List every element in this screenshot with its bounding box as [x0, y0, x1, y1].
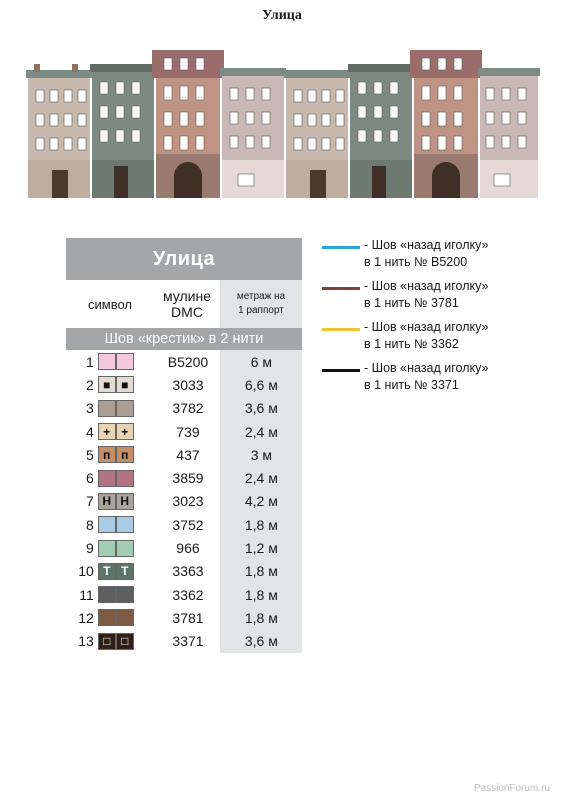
page-title: Улица [262, 8, 302, 23]
row-number: 3 [85, 400, 94, 417]
backstitch-legend [322, 238, 552, 402]
length-value: 2,4 м [244, 423, 278, 440]
table-row [66, 350, 302, 373]
color-swatch [96, 353, 156, 370]
row-number: 8 [85, 516, 94, 533]
backstitch-thread: в 1 нить № 3371 [364, 378, 459, 392]
row-number: 4 [85, 423, 94, 440]
color-swatch [96, 609, 156, 626]
dmc-code: B5200 [167, 353, 209, 370]
color-swatch: п п [96, 446, 156, 463]
row-number: 1 [85, 353, 94, 370]
row-number: 13 [78, 633, 94, 650]
dmc-code: 966 [176, 540, 200, 557]
backstitch-thread: в 1 нить № 3781 [364, 296, 459, 310]
table-row [66, 606, 302, 629]
table-header [66, 280, 302, 328]
length-value: 1,2 м [244, 540, 278, 557]
header-symbol: символ [88, 296, 132, 312]
row-number: 5 [85, 446, 94, 463]
header-floss: мулине DMC [163, 288, 211, 320]
backstitch-item [322, 361, 552, 402]
dmc-code: 437 [176, 446, 200, 463]
watermark: PassionForum.ru [473, 783, 550, 794]
backstitch-item [322, 279, 552, 320]
table-row [66, 466, 302, 489]
street-pattern-image [24, 42, 540, 198]
thread-color-line [322, 246, 360, 249]
color-swatch: Т Т [96, 563, 156, 580]
backstitch-label: - Шов «назад иголку» [364, 238, 489, 252]
row-number: 2 [85, 376, 94, 393]
length-value: 1,8 м [244, 609, 278, 626]
table-rows [66, 350, 302, 653]
thread-color-line [322, 328, 360, 331]
row-number: 9 [85, 540, 94, 557]
color-swatch [96, 400, 156, 417]
color-swatch: Н Н [96, 493, 156, 510]
header-length: метраж на 1 раппорт [220, 280, 302, 328]
backstitch-item [322, 238, 552, 279]
length-value: 2,4 м [244, 470, 278, 487]
row-number: 12 [78, 609, 94, 626]
thread-color-line [322, 287, 360, 290]
row-number: 11 [79, 586, 94, 603]
table-row [66, 490, 302, 513]
dmc-code: 3033 [172, 376, 204, 393]
table-row [66, 630, 302, 653]
length-value: 1,8 м [244, 516, 278, 533]
length-value: 4,2 м [244, 493, 278, 510]
thread-color-line [322, 369, 360, 372]
dmc-code: 3023 [172, 493, 204, 510]
length-value: 3,6 м [244, 400, 278, 417]
length-value: 6,6 м [244, 376, 278, 393]
dmc-code: 3859 [172, 470, 204, 487]
color-swatch: □ □ [96, 633, 156, 650]
backstitch-thread: в 1 нить № 3362 [364, 337, 459, 351]
length-value: 1,8 м [244, 563, 278, 580]
backstitch-label: - Шов «назад иголку» [364, 279, 489, 293]
length-value: 3 м [250, 446, 272, 463]
length-value: 1,8 м [244, 586, 278, 603]
table-row [66, 443, 302, 466]
dmc-code: 3362 [172, 586, 204, 603]
length-value: 6 м [250, 353, 272, 370]
backstitch-label: - Шов «назад иголку» [364, 320, 489, 334]
table-row [66, 513, 302, 536]
color-swatch [96, 586, 156, 603]
backstitch-thread: в 1 нить № B5200 [364, 255, 468, 269]
section-header-cross-stitch: Шов «крестик» в 2 нити [66, 328, 302, 350]
length-value: 3,6 м [244, 633, 278, 650]
color-key-table [66, 238, 302, 653]
backstitch-label: - Шов «назад иголку» [364, 361, 489, 375]
dmc-code: 3371 [172, 633, 204, 650]
dmc-code: 739 [176, 423, 200, 440]
color-swatch: + + [96, 423, 156, 440]
table-row [66, 560, 302, 583]
table-row [66, 536, 302, 559]
color-swatch [96, 540, 156, 557]
row-number: 10 [78, 563, 94, 580]
table-row [66, 583, 302, 606]
color-swatch [96, 470, 156, 487]
table-row [66, 373, 302, 396]
table-row [66, 397, 302, 420]
color-swatch: ■ ■ [96, 376, 156, 393]
dmc-code: 3363 [172, 563, 204, 580]
dmc-code: 3782 [172, 400, 204, 417]
color-swatch [96, 516, 156, 533]
row-number: 7 [85, 493, 94, 510]
table-title: Улица [66, 238, 302, 280]
dmc-code: 3752 [172, 516, 204, 533]
dmc-code: 3781 [172, 609, 204, 626]
backstitch-item [322, 320, 552, 361]
table-row [66, 420, 302, 443]
row-number: 6 [85, 470, 94, 487]
